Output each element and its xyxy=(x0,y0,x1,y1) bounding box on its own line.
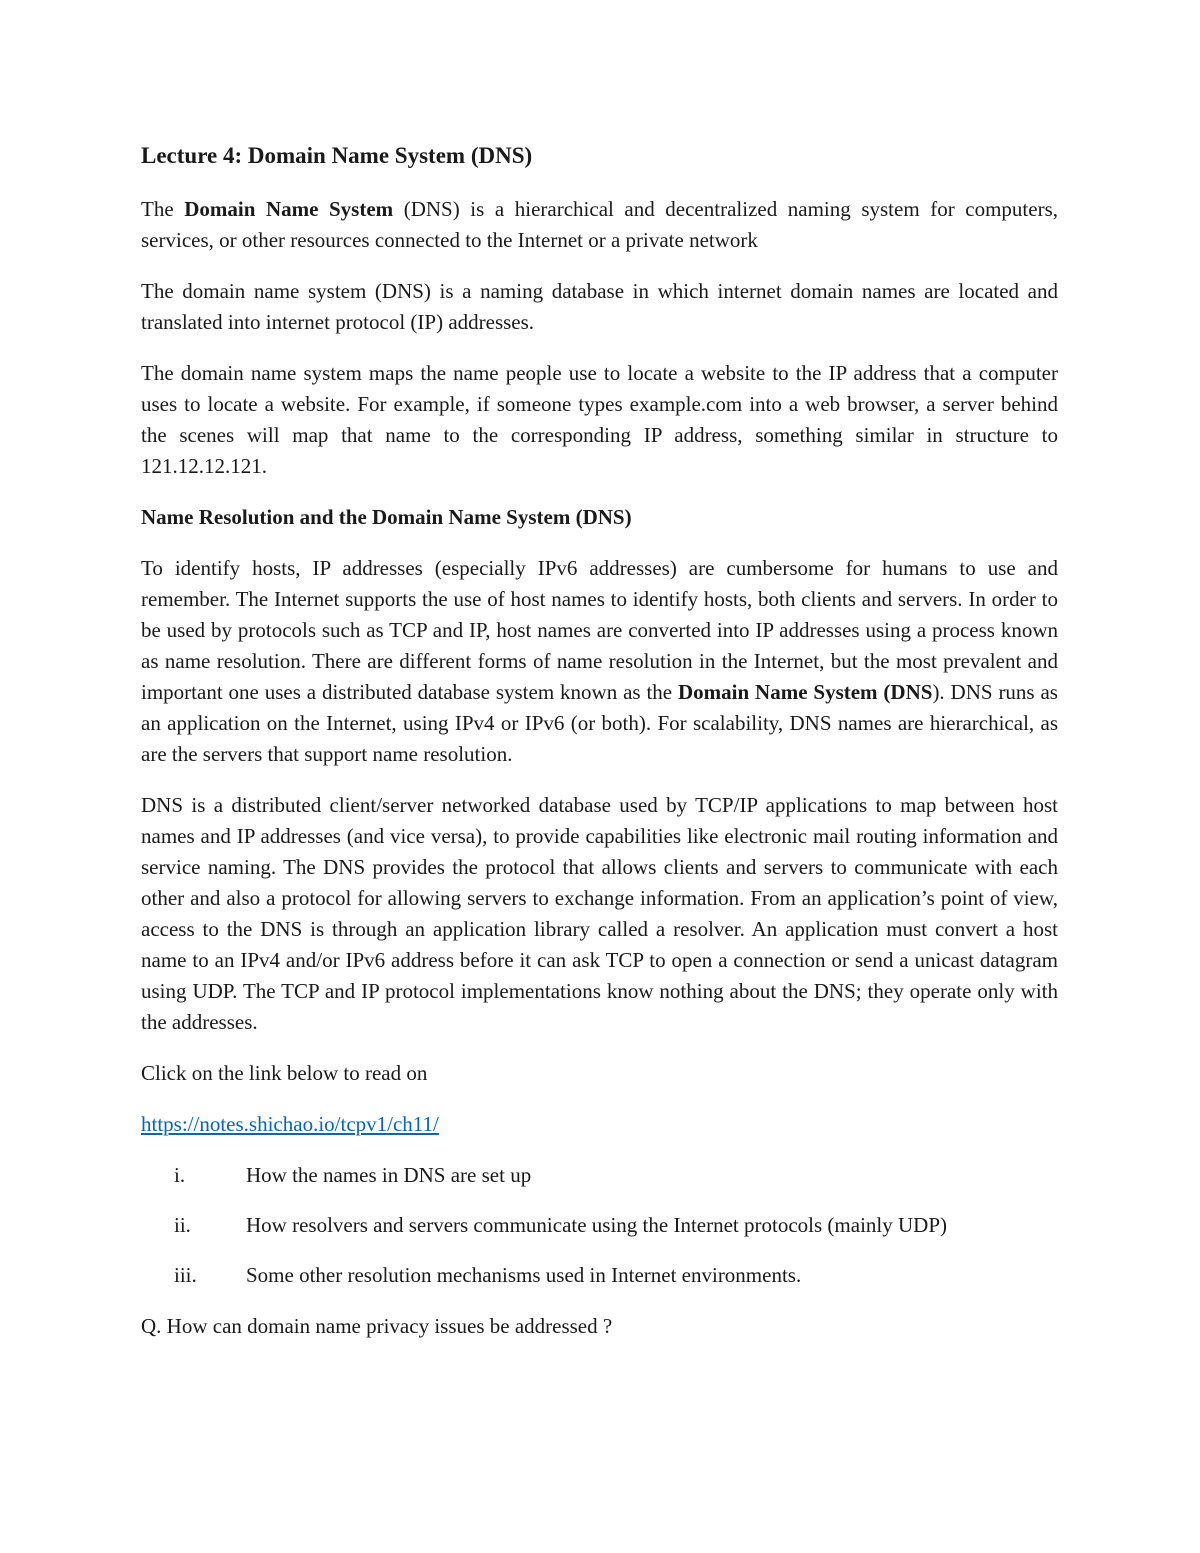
list-item-text: How the names in DNS are set up xyxy=(246,1163,532,1187)
list-item-number: iii. xyxy=(174,1263,197,1287)
p4-bold-term: Domain Name System (DNS xyxy=(677,680,933,704)
document-page xyxy=(141,136,1058,1362)
section-heading: Name Resolution and the Domain Name System (DNS) xyxy=(141,505,632,529)
list-item-text: How resolvers and servers communicate using the Internet protocols (mainly UDP) xyxy=(246,1213,947,1237)
page-title: Lecture 4: Domain Name System (DNS) xyxy=(141,143,533,168)
p4-post: ). DNS runs as an application on the Internet, using IPv4 or IPv6 (or both). For scalability, DNS names are hierarchical, as are the servers that support name resolution. xyxy=(141,680,1058,766)
list-item-number: ii. xyxy=(174,1213,191,1237)
paragraph-dns-database: The domain name system (DNS) is a naming database in which internet domain names are located and translated into internet protocol (IP) addresses. xyxy=(141,279,1058,334)
paragraph-name-resolution xyxy=(141,553,1058,770)
reference-link[interactable]: https://notes.shichao.io/tcpv1/ch11/ xyxy=(141,1112,439,1136)
paragraph-dns-distributed: DNS is a distributed client/server networked database used by TCP/IP applications to map between host names and IP addresses (and vice versa), to provide capabilities like electronic mail routing information and service naming. The DNS provides the protocol that allows clients and servers to communicate with each other and also a protocol for allowing servers to exchange information. From an application’s point of view, access to the DNS is through an application library called a resolver. An application must convert a host name to an IPv4 and/or IPv6 address before it can ask TCP to open a connection or send a unicast datagram using UDP. The TCP and IP protocol implementations know nothing about the DNS; they operate only with the addresses. xyxy=(141,793,1058,1034)
reading-list xyxy=(141,1160,1058,1291)
list-item xyxy=(141,1260,1058,1291)
list-item xyxy=(141,1210,1058,1241)
list-item-text: Some other resolution mechanisms used in Internet environments. xyxy=(246,1263,802,1287)
question: Q. How can domain name privacy issues be addressed ? xyxy=(141,1314,613,1338)
paragraph-click-link: Click on the link below to read on xyxy=(141,1061,428,1085)
paragraph-dns-maps: The domain name system maps the name people use to locate a website to the IP address that a computer uses to locate a website. For example, if someone types example.com into a web browser, a server behind the scenes will map that name to the corresponding IP address, something similar in structure to 121.12.12.121. xyxy=(141,361,1058,478)
p1-bold-term: Domain Name System xyxy=(184,197,394,221)
list-item xyxy=(141,1160,1058,1191)
p1-pre: The xyxy=(141,197,185,221)
p1-post: (DNS) is a hierarchical and decentralized naming system for computers, services, or other resources connected to the Internet or a private network xyxy=(141,197,1059,252)
list-item-number: i. xyxy=(174,1163,186,1187)
paragraph-dns-definition xyxy=(141,194,1058,256)
p4-pre: To identify hosts, IP addresses (especially IPv6 addresses) are cumbersome for humans to use and remember. The Internet supports the use of host names to identify hosts, both clients and servers. In order to be used by protocols such as TCP and IP, host names are converted into IP addresses using a process known as name resolution. There are different forms of name resolution in the Internet, but the most prevalent and important one uses a distributed database system known as the xyxy=(141,556,1058,704)
link-paragraph xyxy=(141,1109,1058,1140)
